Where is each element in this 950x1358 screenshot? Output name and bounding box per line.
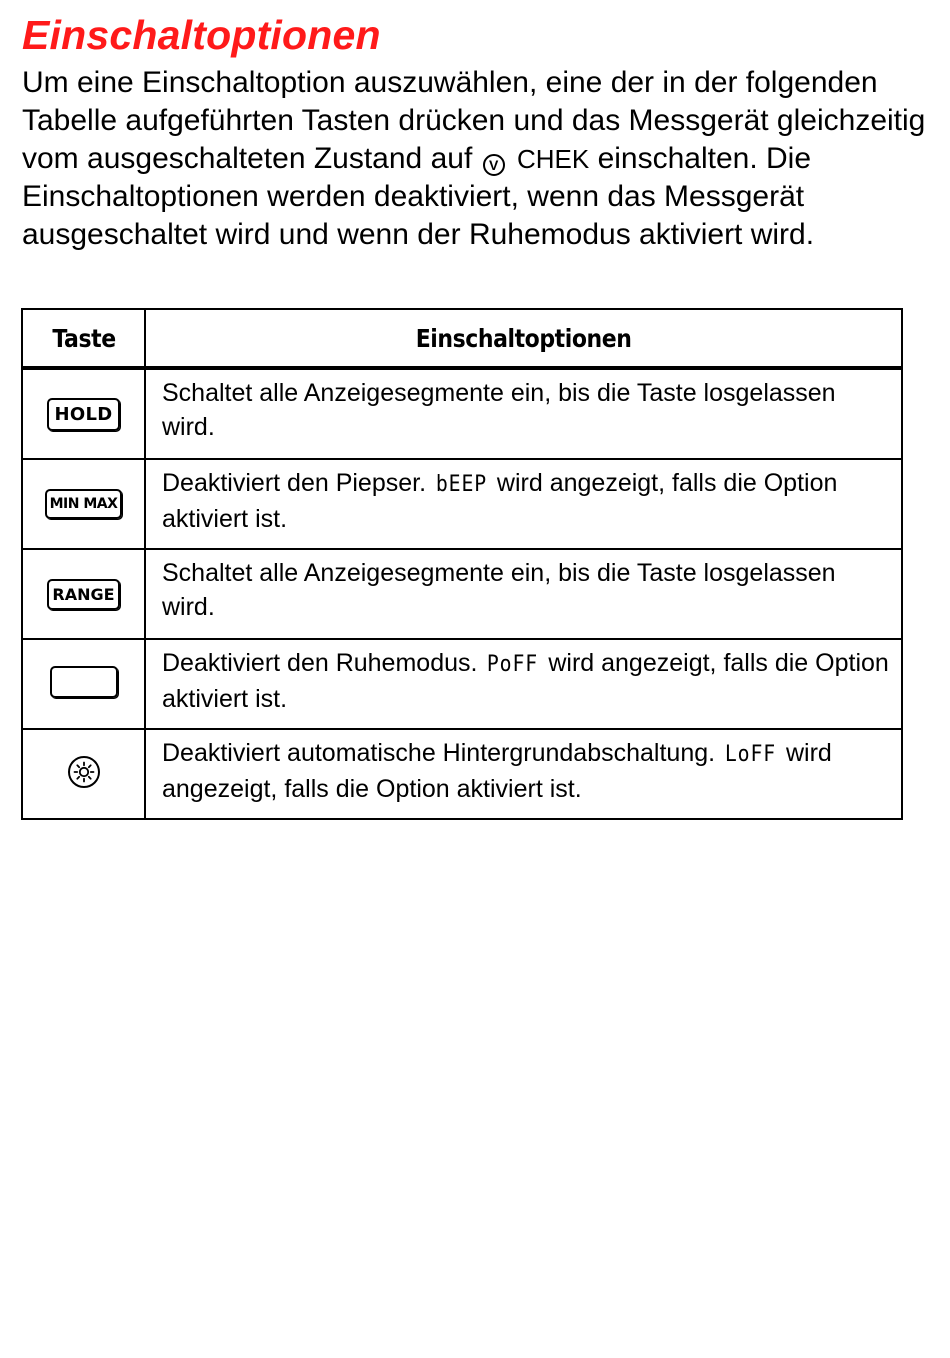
header-options: Einschaltoptionen — [145, 309, 902, 368]
table-row — [22, 549, 902, 639]
option-description: Deaktiviert den Ruhemodus. PoFF wird angezeigt, falls die Option aktiviert ist. — [145, 639, 902, 729]
page-title: Einschaltoptionen — [22, 12, 381, 58]
intro-paragraph — [22, 64, 932, 254]
option-description: Schaltet alle Anzeigesegmente ein, bis die Taste losgelassen wird. — [145, 549, 902, 639]
key-cell — [22, 459, 145, 549]
range-key-icon: RANGE — [47, 579, 119, 610]
option-description: Deaktiviert den Piepser. bEEP wird angezeigt, falls die Option aktiviert ist. — [145, 459, 902, 549]
intro-text-part2: einschalten. Die Einschaltoptionen werden deaktiviert, wenn das Messgerät ausgeschaltet wird und wenn der Ruhemodus aktiviert wird. — [22, 142, 815, 251]
key-cell — [22, 368, 145, 459]
backlight-key-icon — [68, 756, 100, 788]
chek-label: CHEK — [516, 144, 590, 174]
option-description: Deaktiviert automatische Hintergrundabschaltung. LoFF wird angezeigt, falls die Option aktiviert ist. — [145, 729, 902, 819]
table-header-row — [22, 309, 902, 368]
intro-text-part1: Um eine Einschaltoption auszuwählen, eine der in der folgenden Tabelle aufgeführten Tasten drücken und das Messgerät gleichzeitig vom ausgeschalteten Zustand auf — [22, 66, 926, 175]
table-row — [22, 459, 902, 549]
header-key: Taste — [22, 309, 145, 368]
key-cell — [22, 639, 145, 729]
lcd-display-text: bEEP — [435, 472, 488, 497]
lcd-display-text: PoFF — [487, 652, 539, 677]
lcd-display-text: LoFF — [724, 742, 777, 767]
table-row — [22, 368, 902, 459]
min-max-key-icon: MIN MAX — [45, 489, 123, 519]
table-row — [22, 729, 902, 819]
key-cell — [22, 549, 145, 639]
key-cell — [22, 729, 145, 819]
blank-key-icon — [50, 666, 118, 698]
power-on-options-table — [21, 308, 903, 820]
option-description: Schaltet alle Anzeigesegmente ein, bis die Taste losgelassen wird. — [145, 368, 902, 459]
rotary-switch-v-icon: V — [483, 154, 505, 176]
table-row — [22, 639, 902, 729]
hold-key-icon: HOLD — [47, 398, 121, 431]
sun-icon — [72, 760, 96, 784]
